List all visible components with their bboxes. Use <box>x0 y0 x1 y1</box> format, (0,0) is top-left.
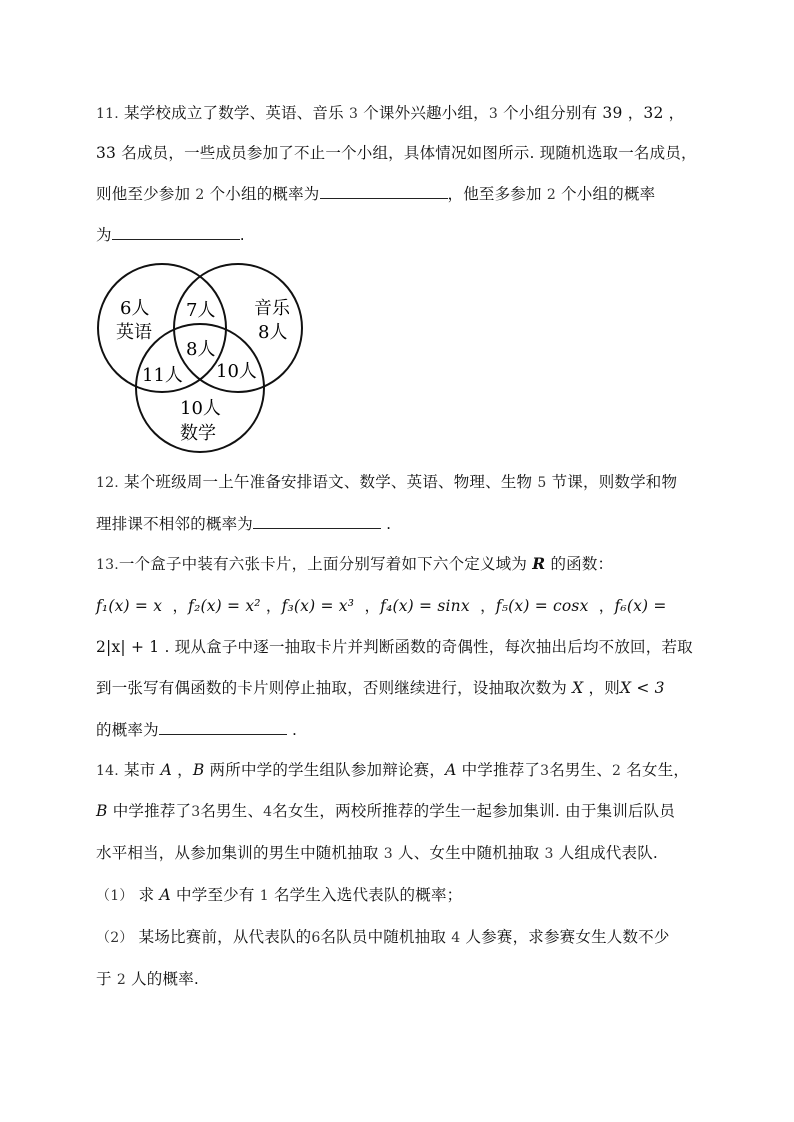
q12-line-1: 12. 某个班级周一上午准备安排语文、数学、英语、物理、生物 5 节课，则数学和物 <box>96 473 678 491</box>
venn-math-only: 10人 <box>180 398 221 419</box>
answer-blank[interactable] <box>253 513 381 529</box>
q14-line-1: 14. 某市 A ，B 两所中学的学生组队参加辩论赛，A 中学推荐了3名男生、2 名女生， <box>96 761 690 779</box>
answer-blank[interactable] <box>320 183 448 199</box>
venn-diagram <box>92 258 312 458</box>
q13-line-1: 13.一个盒子中装有六张卡片，上面分别写着如下六个定义域为 R 的函数： <box>96 554 614 573</box>
venn-center: 8人 <box>186 339 216 360</box>
venn-music-label: 音乐 <box>254 298 290 319</box>
venn-english-only: 6人 <box>120 298 150 319</box>
venn-music-only: 8人 <box>258 322 288 343</box>
q14-line-3: 水平相当，从参加集训的男生中随机抽取 3 人、女生中随机抽取 3 人组成代表队. <box>96 844 659 862</box>
q13-line-4: 到一张写有偶函数的卡片则停止抽取，否则继续进行，设抽取次数为 X ，则X < 3 <box>96 679 665 697</box>
q13-line-3: 2|x| + 1 . 现从盒子中逐一抽取卡片并判断函数的奇偶性，每次抽出后均不放回，若取 <box>96 638 693 656</box>
q12-line-2: 理排课不相邻的概率为 . <box>96 515 392 533</box>
venn-math-label: 数学 <box>180 423 216 444</box>
q13-line-5: 的概率为 . <box>96 721 298 739</box>
q14-part-2-cont: 于 2 人的概率. <box>96 970 200 988</box>
q11-line-4: 为 . <box>96 226 245 244</box>
answer-blank[interactable] <box>159 719 287 735</box>
q13-line-2: f₁(x) = x ，f₂(x) = x² ，f₃(x) = x³ ，f₄(x) = sinx ，f₅(x) = cosx ，f₆(x) = <box>96 597 667 615</box>
q14-part-1: （1） 求 A 中学至少有 1 名学生入选代表队的概率； <box>96 886 463 904</box>
venn-english-label: 英语 <box>116 322 152 343</box>
venn-eng-music: 7人 <box>186 300 216 321</box>
q11-line-2: 33 名成员，一些成员参加了不止一个小组，具体情况如图所示. 现随机选取一名成员， <box>96 144 697 162</box>
q11-line-3: 则他至少参加 2 个小组的概率为 ，他至多参加 2 个小组的概率 <box>96 185 656 203</box>
answer-blank[interactable] <box>112 224 240 240</box>
q13-number: 13. <box>96 557 119 573</box>
venn-eng-math: 11人 <box>142 365 183 386</box>
q14-number: 14. <box>96 763 119 779</box>
q11-number: 11. <box>96 106 119 122</box>
q11-line-1: 11. 某学校成立了数学、英语、音乐 3 个课外兴趣小组，3 个小组分别有 39 ，32 ， <box>96 104 685 122</box>
q12-number: 12. <box>96 475 119 491</box>
q14-line-2: B 中学推荐了3名男生、4名女生，两校所推荐的学生一起参加集训. 由于集训后队员 <box>96 802 676 820</box>
venn-music-math: 10人 <box>216 361 257 382</box>
q14-part-2: （2） 某场比赛前，从代表队的6名队员中随机抽取 4 人参赛，求参赛女生人数不少 <box>96 928 670 946</box>
